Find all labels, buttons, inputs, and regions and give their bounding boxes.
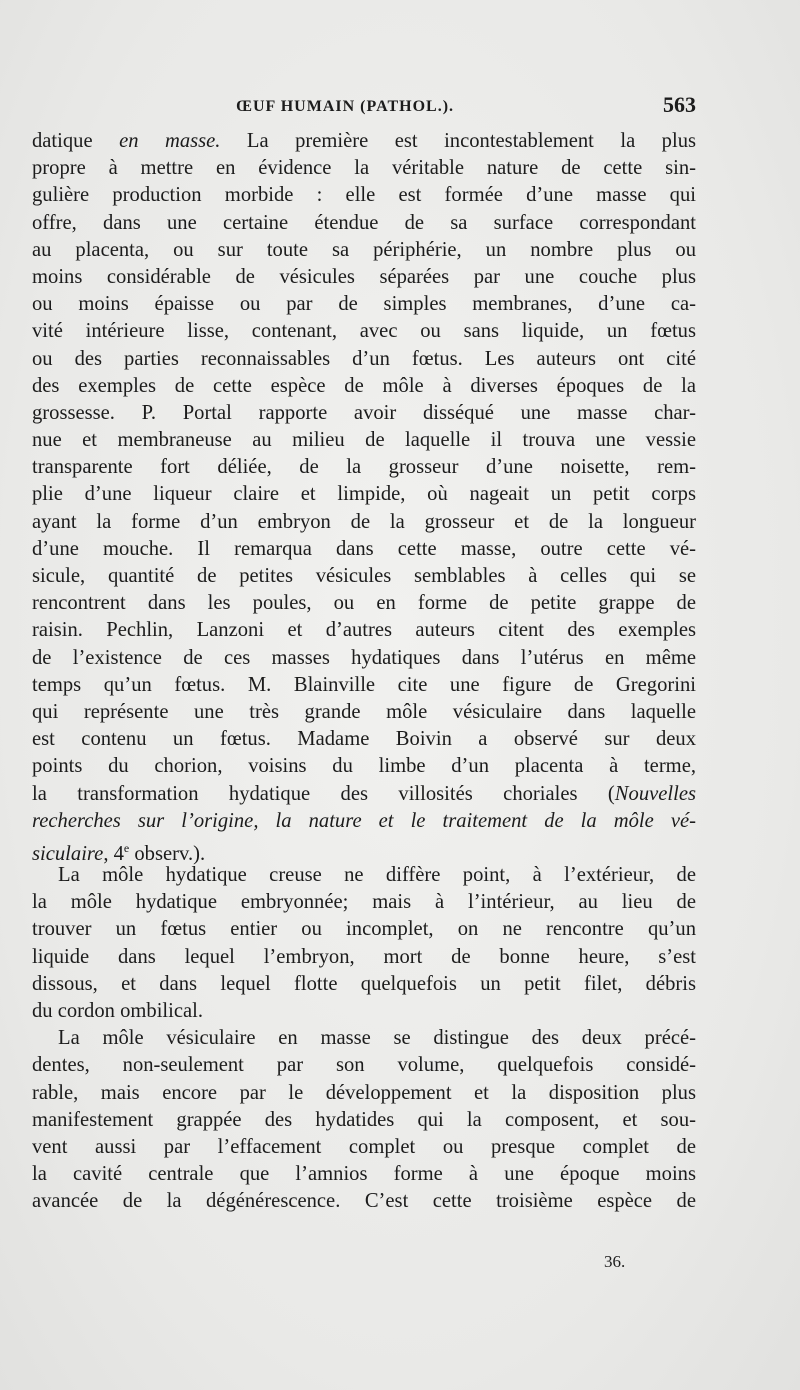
text-line: grossesse. P. Portal rapporte avoir disséqué une masse char- (32, 401, 696, 424)
text-line: d’une mouche. Il remarqua dans cette masse, outre cette vé- (32, 537, 696, 560)
text-line: dissous, et dans lequel flotte quelquefois un petit filet, débris (32, 972, 696, 995)
text-line: temps qu’un fœtus. M. Blainville cite une figure de Gregorini (32, 673, 696, 696)
page-number: 563 (663, 92, 696, 117)
text-line: ayant la forme d’un embryon de la grosseur et de la longueur (32, 510, 696, 533)
text-line: rable, mais encore par le développement et la disposition plus (32, 1081, 696, 1104)
text-line: transparente fort déliée, de la grosseur d’une noisette, rem- (32, 456, 696, 479)
text-line: plie d’une liqueur claire et limpide, où nageait un petit corps (32, 483, 696, 506)
text-line: qui représente une très grande môle vésiculaire dans laquelle (32, 700, 696, 723)
text-line: liquide dans lequel l’embryon, mort de bonne heure, s’est (32, 945, 696, 968)
page-header (36, 92, 696, 126)
body-text (32, 128, 696, 1216)
text-line: recherches sur l’origine, la nature et le traitement de la môle vé- (32, 809, 696, 832)
text-line: La môle vésiculaire en masse se distingue des deux précé- (58, 1027, 696, 1050)
text-line: ou des parties reconnaissables d’un fœtus. Les auteurs ont cité (32, 347, 696, 370)
text-line: au placenta, ou sur toute sa périphérie, un nombre plus ou (32, 238, 696, 261)
text-line: propre à mettre en évidence la véritable nature de cette sin- (32, 157, 696, 180)
text-line: de l’existence de ces masses hydatiques dans l’utérus en même (32, 646, 696, 669)
text-line: la transformation hydatique des villosités choriales (Nouvelles (32, 782, 696, 805)
text-line: la môle hydatique embryonnée; mais à l’intérieur, au lieu de (32, 891, 696, 914)
text-line: dentes, non-seulement par son volume, quelquefois considé- (32, 1054, 696, 1077)
text-line: manifestement grappée des hydatides qui la composent, et sou- (32, 1108, 696, 1131)
text-line: avancée de la dégénérescence. C’est cette troisième espèce de (32, 1190, 696, 1213)
text-line: la cavité centrale que l’amnios forme à une époque moins (32, 1163, 696, 1186)
text-line: raisin. Pechlin, Lanzoni et d’autres auteurs citent des exemples (32, 619, 696, 642)
text-line: vent aussi par l’effacement complet ou presque complet de (32, 1135, 696, 1158)
text-line: trouver un fœtus entier ou incomplet, on ne rencontre qu’un (32, 918, 696, 941)
text-line: du cordon ombilical. (32, 1000, 204, 1022)
text-line: offre, dans une certaine étendue de sa surface correspondant (32, 211, 696, 234)
text-line: siculaire, 4e observ.). (32, 840, 206, 865)
text-line: des exemples de cette espèce de môle à diverses époques de la (32, 374, 696, 397)
text-line: vité intérieure lisse, contenant, avec ou sans liquide, un fœtus (32, 320, 696, 343)
signature-mark: 36. (604, 1252, 626, 1271)
running-title: ŒUF HUMAIN (PATHOL.). (236, 98, 455, 115)
text-line: nue et membraneuse au milieu de laquelle il trouva une vessie (32, 429, 696, 452)
text-line: moins considérable de vésicules séparées par une couche plus (32, 265, 696, 288)
text-line: gulière production morbide : elle est formée d’une masse qui (32, 184, 696, 207)
text-line: ou moins épaisse ou par de simples membranes, d’une ca- (32, 293, 696, 316)
text-line: La môle hydatique creuse ne diffère point, à l’extérieur, de (58, 864, 696, 887)
text-line: rencontrent dans les poules, ou en forme de petite grappe de (32, 592, 696, 615)
text-line: datique en masse. La première est incontestablement la plus (32, 130, 697, 152)
text-line: points du chorion, voisins du limbe d’un placenta à terme, (32, 755, 696, 778)
text-line: sicule, quantité de petites vésicules semblables à celles qui se (32, 565, 696, 587)
text-line: est contenu un fœtus. Madame Boivin a observé sur deux (32, 728, 696, 751)
